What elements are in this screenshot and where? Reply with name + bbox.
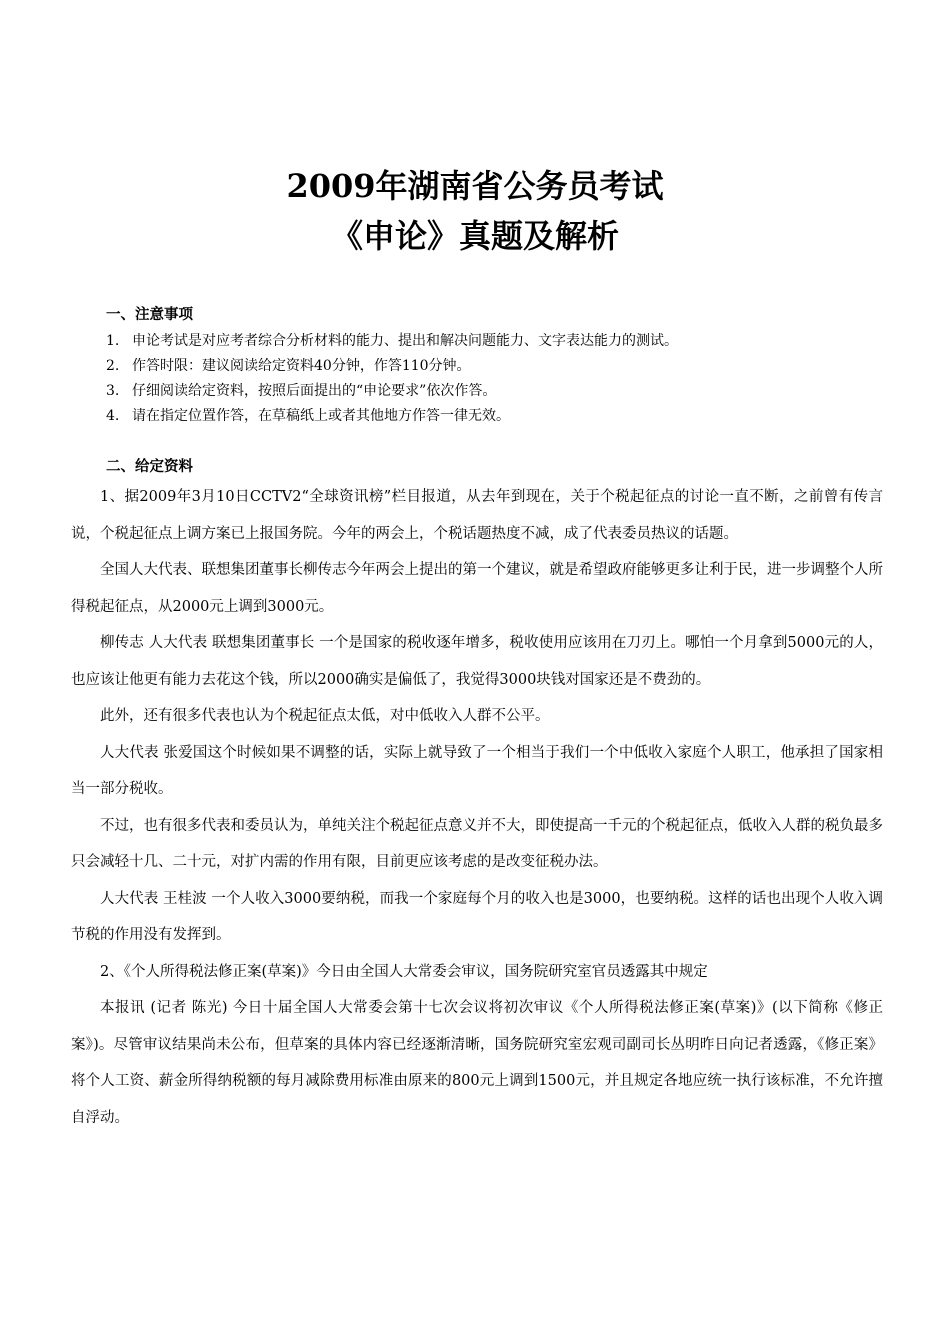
list-item-text: 申论考试是对应考者综合分析材料的能力、提出和解决问题能力、文字表达能力的测试。 [132,333,678,349]
notes-list [106,330,678,430]
paragraph: 本报讯 (记者 陈光) 今日十届全国人大常委会第十七次会议将初次审议《个人所得税法修正案(草案)》(以下简称《修正案》)。尽管审议结果尚未公布，但草案的具体内容已经逐渐清晰，国务院研究室宏观司副司长丛明昨日向记者透露，《修正案》将个人工资、薪金所得纳税额的每月减除费用标准由原来的800元上调到1500元，并且规定各地应统一执行该标准，不允许擅自浮动。 [71,1000,883,1126]
list-item [106,330,678,355]
list-item [106,380,678,405]
paragraph: 此外，还有很多代表也认为个税起征点太低，对中低收入人群不公平。 [100,708,550,724]
list-item-number: 1. [106,333,120,349]
list-item [106,355,678,380]
document-title-line2: 《申论》真题及解析 [330,217,619,255]
paragraph: 人大代表 王桂波 一个人收入3000要纳税，而我一个家庭每个月的收入也是3000，也要纳税。这样的话也出现个人收入调节税的作用没有发挥到。 [71,890,883,943]
list-item-text: 作答时限：建议阅读给定资料40分钟，作答110分钟。 [132,358,471,374]
list-item-text: 仔细阅读给定资料，按照后面提出的“申论要求”依次作答。 [132,383,497,399]
list-item-number: 4. [106,408,120,424]
list-item-text: 请在指定位置作答，在草稿纸上或者其他地方作答一律无效。 [132,408,510,424]
paragraph: 2、《个人所得税法修正案(草案)》今日由全国人大常委会审议，国务院研究室官员透露其中规定 [100,963,708,980]
list-item-number: 3. [106,383,120,399]
paragraph: 不过，也有很多代表和委员认为，单纯关注个税起征点意义并不大，即使提高一千元的个税起征点，低收入人群的税负最多只会减轻十几、二十元，对扩内需的作用有限，目前更应该考虑的是改变征税办法。 [71,817,883,870]
paragraph: 柳传志 人大代表 联想集团董事长 一个是国家的税收逐年增多，税收使用应该用在刀刃上。哪怕一个月拿到5000元的人，也应该让他更有能力去花这个钱，所以2000确实是偏低了，我觉得3000块钱对国家还是不费劲的。 [71,635,883,688]
section-heading-notes: 一、注意事项 [106,306,193,323]
materials-body [71,479,883,1136]
list-item [106,405,678,430]
document-title-line1: 2009年湖南省公务员考试 [286,167,664,205]
section-heading-materials: 二、给定资料 [106,458,193,475]
list-item-number: 2. [106,358,120,374]
paragraph: 人大代表 张爱国这个时候如果不调整的话，实际上就导致了一个相当于我们一个中低收入家庭个人职工，他承担了国家相当一部分税收。 [71,744,883,797]
paragraph: 全国人大代表、联想集团董事长柳传志今年两会上提出的第一个建议，就是希望政府能够更多让利于民，进一步调整个人所得税起征点，从2000元上调到3000元。 [71,562,883,615]
paragraph: 1、据2009年3月10日CCTV2“全球资讯榜”栏目报道，从去年到现在，关于个税起征点的讨论一直不断，之前曾有传言说，个税起征点上调方案已上报国务院。今年的两会上，个税话题热度不减，成了代表委员热议的话题。 [71,489,883,542]
